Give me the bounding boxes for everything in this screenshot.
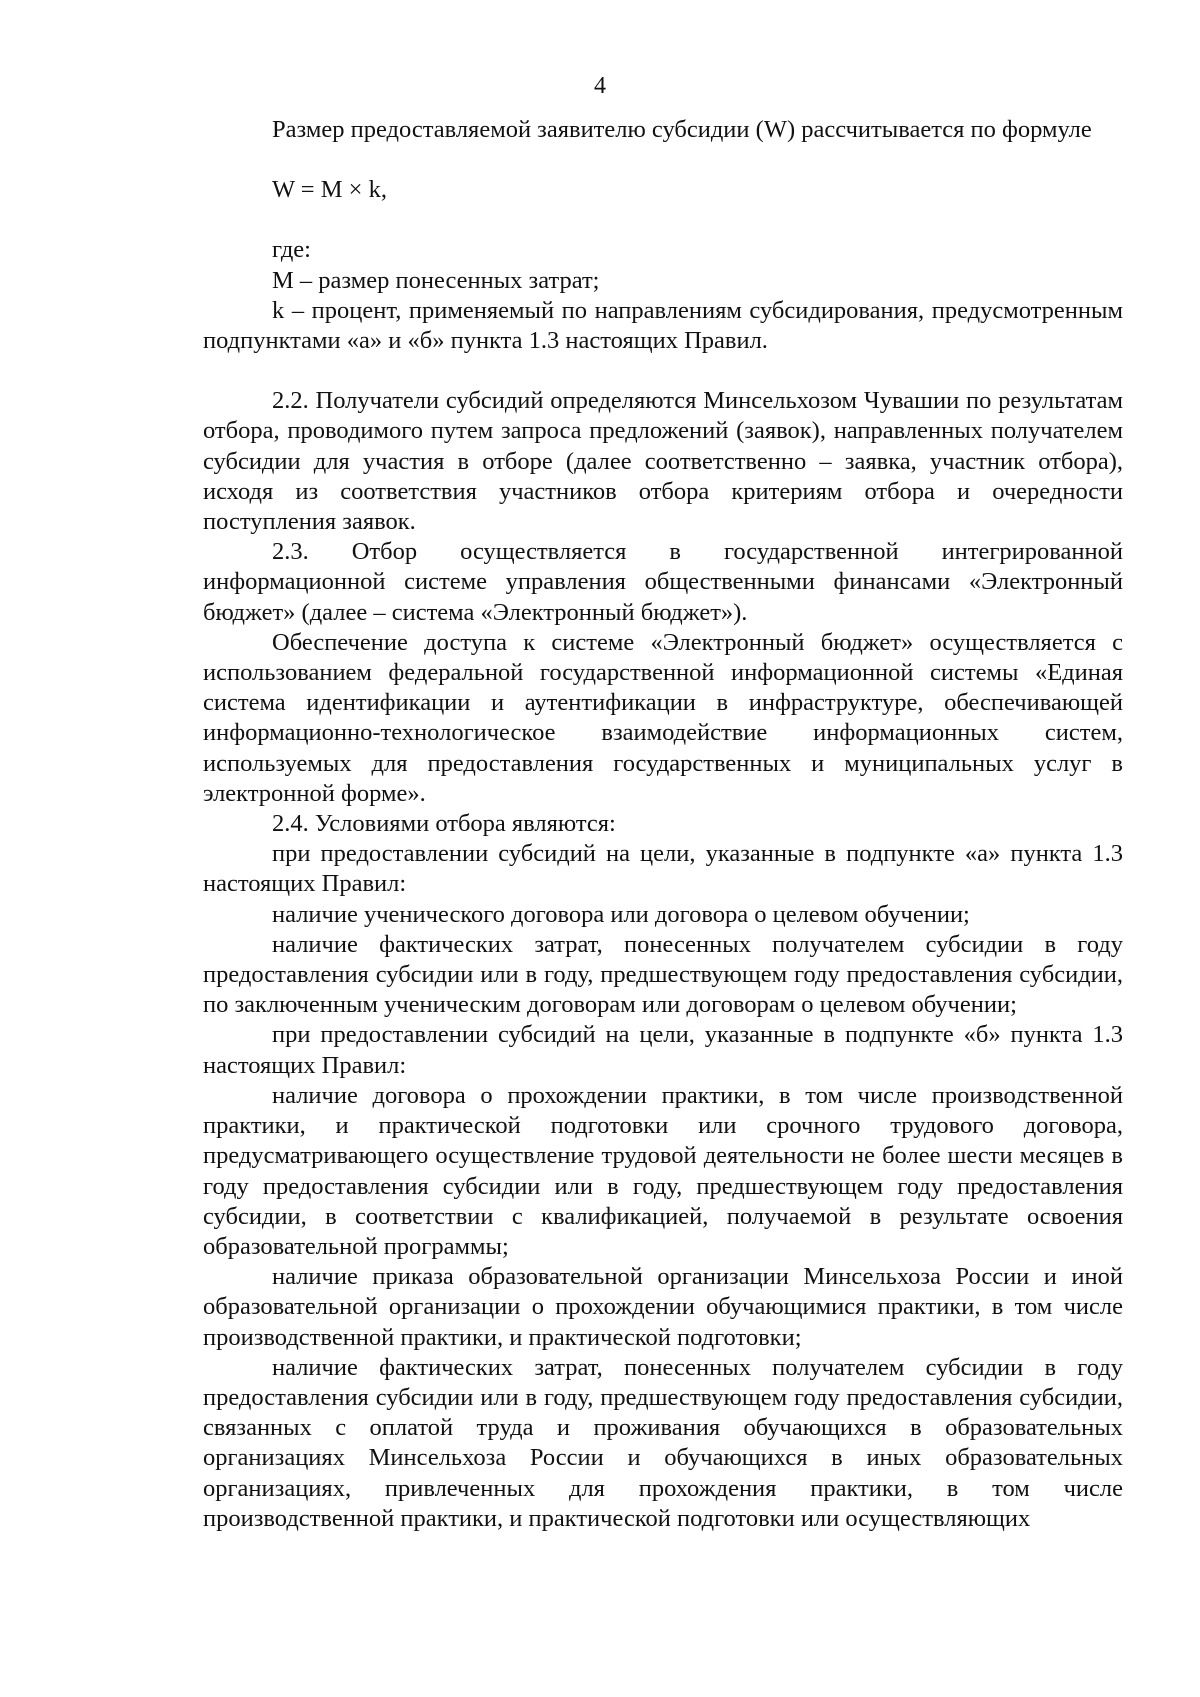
paragraph-2-2: 2.2. Получатели субсидий определяются Минсельхозом Чувашии по результатам отбора, проводимого путем запроса предложений (заявок), направленных получателем субсидии для участия в отборе (далее соответственно – заявка, участник отбора), исходя из соответствия участников отбора критериям отбора и очередности поступления заявок. — [203, 387, 1123, 536]
paragraph-m-definition: M – размер понесенных затрат; — [272, 266, 600, 294]
paragraph-k-definition: k – процент, применяемый по направлениям субсидирования, предусмотренным подпунктами «а» и «б» пункта 1.3 настоящих Правил. — [203, 296, 1123, 355]
paragraph-condition-practice-contract: наличие договора о прохождении практики, в том числе производственной практики, и практической подготовки или срочного трудового договора, предусматривающего осуществление трудовой деятельности не более шести месяцев в году предоставления субсидии или в году, предшествующем году предоставления субсидии, в соответствии с квалификацией, получаемой в результате освоения образовательной программы; — [203, 1081, 1123, 1260]
paragraph-condition-costs-b: наличие фактических затрат, понесенных получателем субсидии в году предоставления субсидии или в году, предшествующем году предоставления субсидии, связанных с оплатой труда и проживания обучающихся в образовательных организациях Минсельхоза России и обучающихся в иных образовательных организациях, привлеченных для прохождения практики, в том числе производственной практики, и практической подготовки или осуществляющих — [203, 1353, 1123, 1532]
paragraph-access: Обеспечение доступа к системе «Электронный бюджет» осуществляется с использованием федеральной государственной информационной системы «Единая система идентификации и аутентификации в инфраструктуре, обеспечивающей информационно-технологическое взаимодействие информационных систем, используемых для предоставления государственных и муниципальных услуг в электронной форме». — [203, 628, 1123, 807]
paragraph-subpoint-a: при предоставлении субсидий на цели, указанные в подпункте «а» пункта 1.3 настоящих Правил: — [203, 840, 1123, 898]
formula: W = M × k, — [272, 176, 387, 204]
paragraph-condition-costs-a: наличие фактических затрат, понесенных получателем субсидии в году предоставления субсидии или в году, предшествующем году предоставления субсидии, по заключенным ученическим договорам или договорам о целевом обучении; — [203, 930, 1123, 1019]
paragraph-subpoint-b: при предоставлении субсидий на цели, указанные в подпункте «б» пункта 1.3 настоящих Правил: — [203, 1021, 1123, 1079]
paragraph-condition-contract: наличие ученического договора или договора о целевом обучении; — [272, 900, 970, 928]
page-number: 4 — [594, 73, 606, 99]
paragraph-where: где: — [272, 236, 311, 264]
paragraph-2-4: 2.4. Условиями отбора являются: — [272, 810, 616, 838]
paragraph-subsidy-size: Размер предоставляемой заявителю субсидии (W) рассчитывается по формуле — [272, 116, 1092, 143]
paragraph-2-3: 2.3. Отбор осуществляется в государственной интегрированной информационной системе управления общественными финансами «Электронный бюджет» (далее – система «Электронный бюджет»). — [203, 538, 1123, 626]
paragraph-condition-order: наличие приказа образовательной организации Минсельхоза России и иной образовательной организации о прохождении обучающимися практики, в том числе производственной практики, и практической подготовки; — [203, 1263, 1123, 1351]
document-body — [203, 115, 1123, 1534]
